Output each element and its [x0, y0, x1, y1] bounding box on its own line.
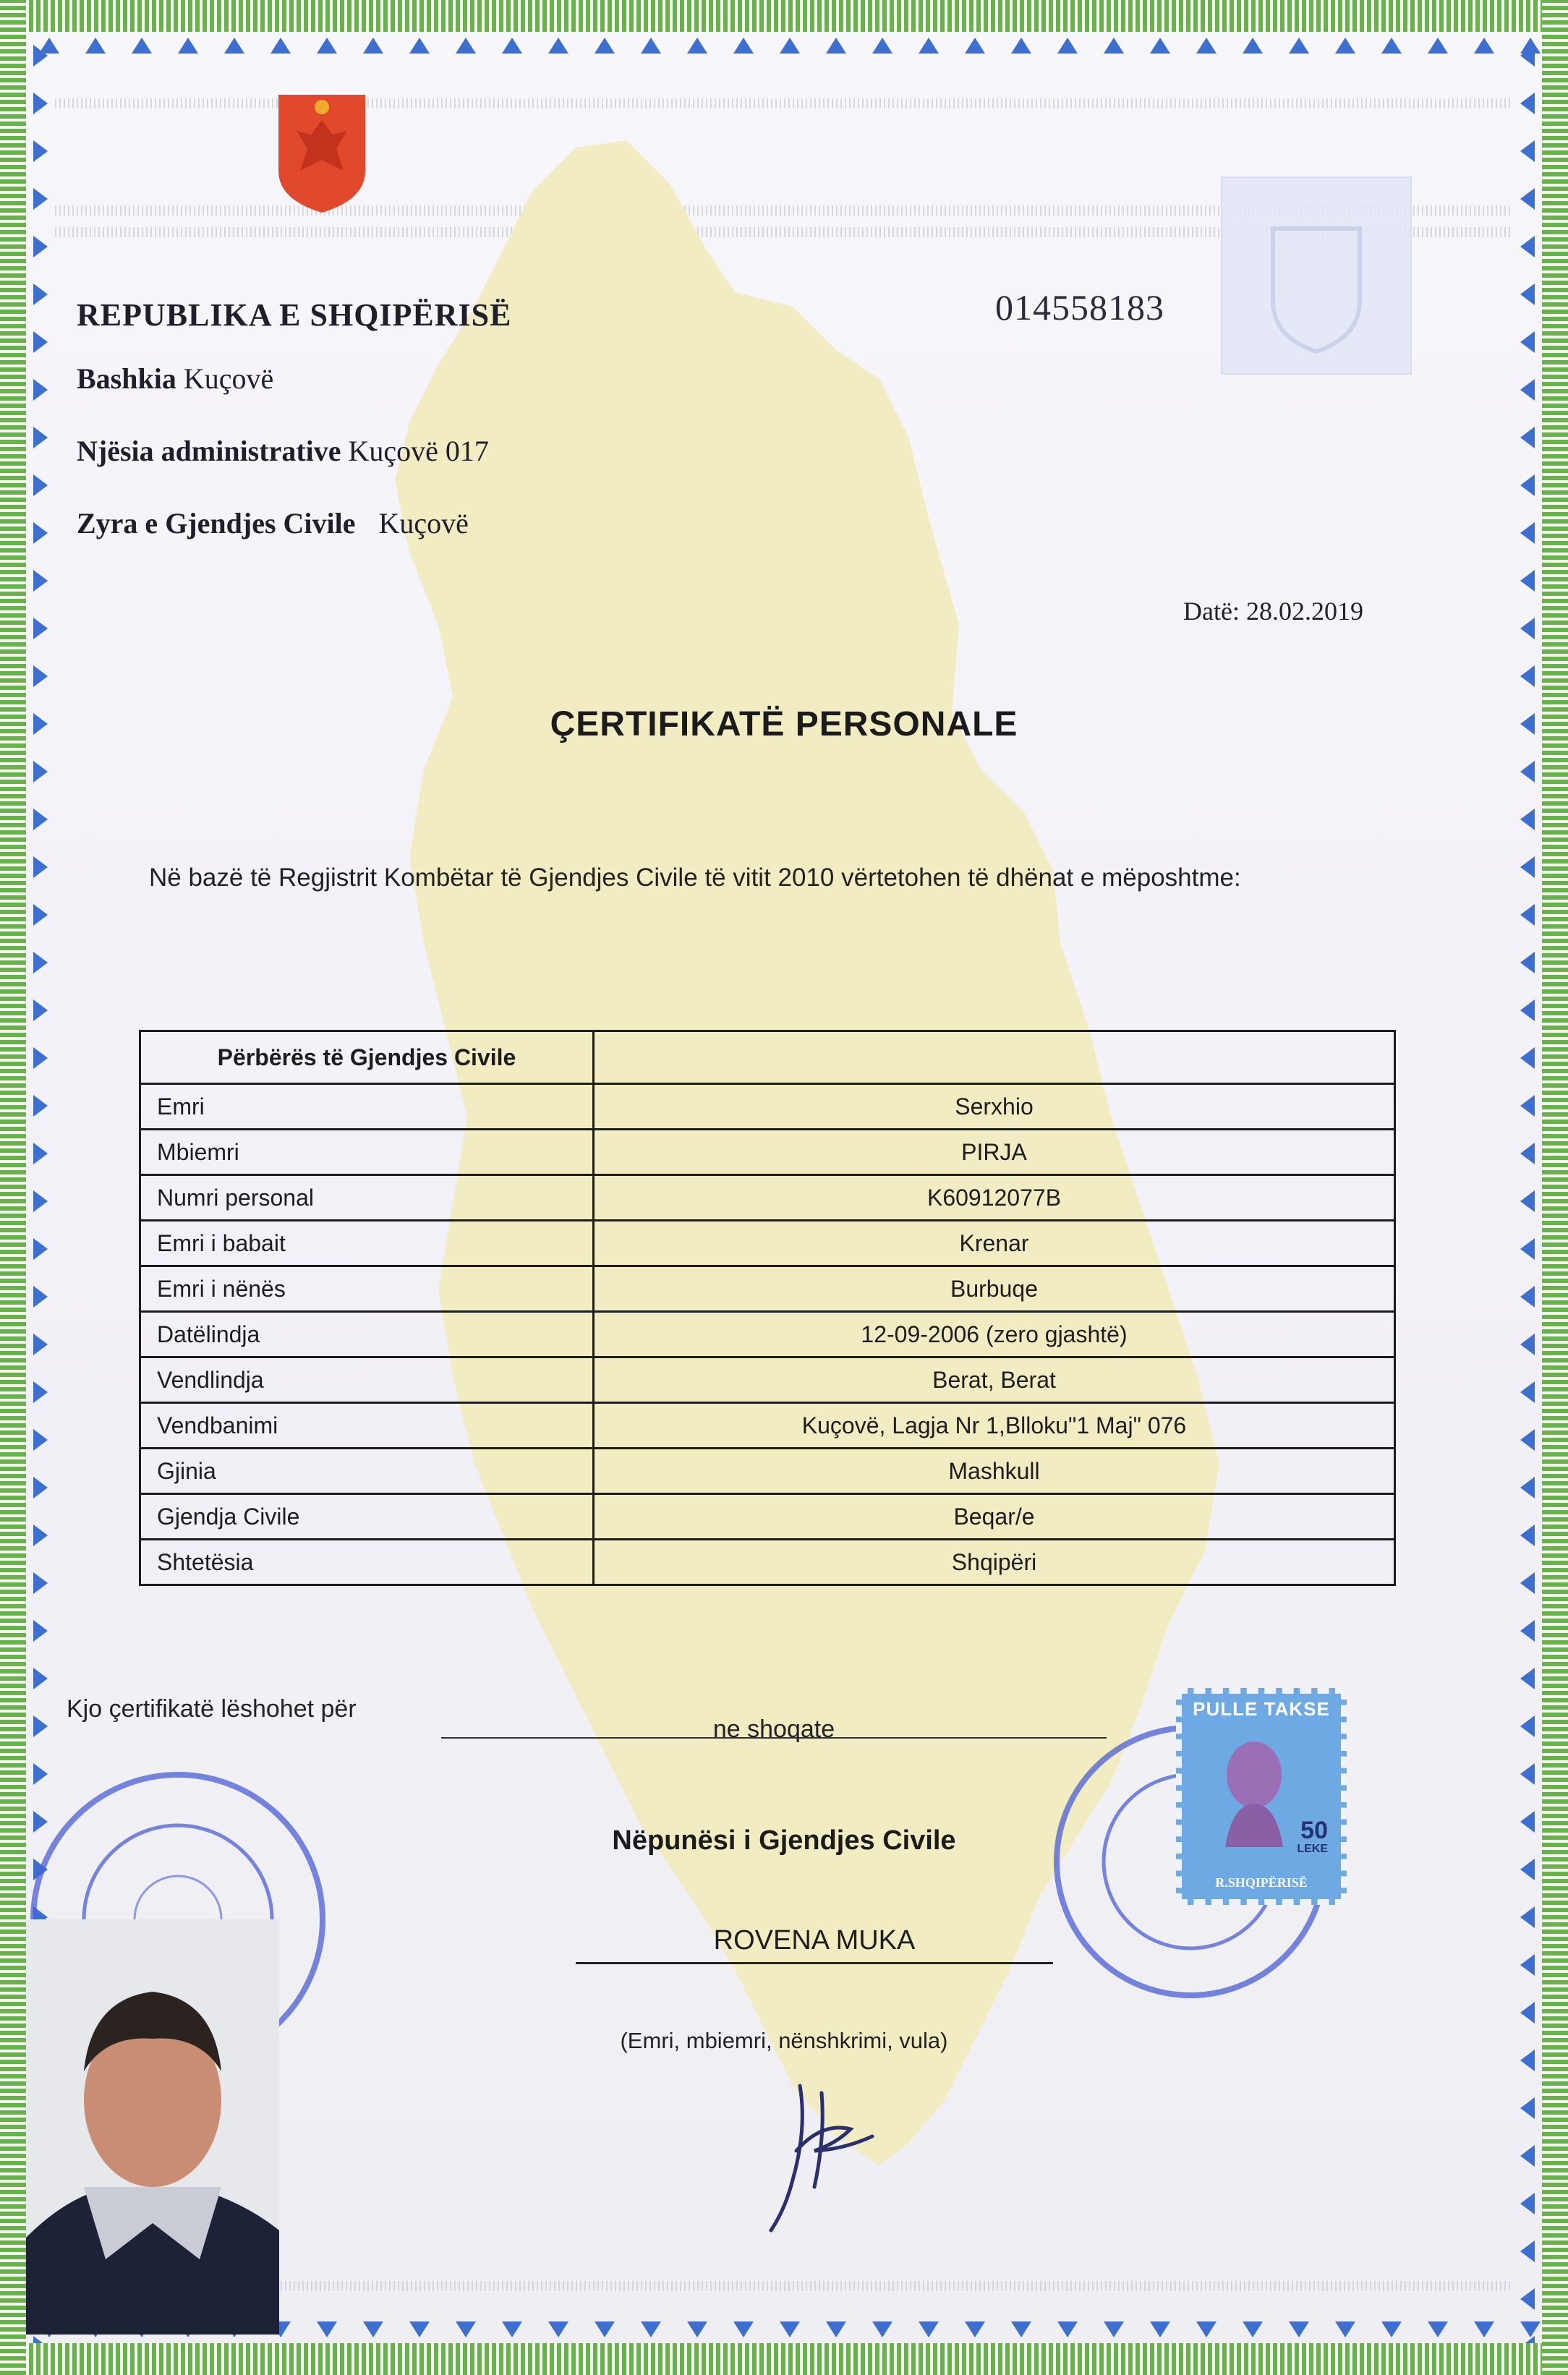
republic-title: REPUBLIKA E SHQIPËRISË [77, 297, 512, 333]
table-row [140, 1130, 1395, 1175]
row-label: Vendbanimi [140, 1403, 594, 1449]
municipality-label: Bashkia [77, 362, 176, 395]
albanian-eagle-emblem-icon [275, 91, 369, 214]
table-header-label: Përbërës të Gjendjes Civile [140, 1031, 594, 1084]
row-label: Gjendja Civile [140, 1494, 594, 1540]
table-row [140, 1449, 1395, 1494]
row-value: Shqipëri [594, 1540, 1395, 1585]
row-label: Emri i nënës [140, 1266, 594, 1312]
row-value: Kuçovë, Lagja Nr 1,Blloku"1 Maj" 076 [594, 1403, 1395, 1449]
frame-pattern-bottom [0, 2343, 1568, 2375]
row-value: Beqar/e [594, 1494, 1395, 1540]
civil-status-table [139, 1030, 1396, 1586]
holder-photo [26, 1919, 279, 2335]
tax-stamp [1176, 1688, 1347, 1905]
row-value: Burbuqe [594, 1266, 1395, 1312]
triangle-border-right [1513, 32, 1542, 2343]
shield-watermark-icon [1222, 178, 1410, 373]
admin-unit-line [77, 434, 489, 468]
triangle-border-top [26, 32, 1542, 61]
row-label: Shtetësia [140, 1540, 594, 1585]
intro-text: Në bazë të Regjistrit Kombëtar të Gjendjes Civile të vitit 2010 vërtetohen të dhënat e mëposhtme: [149, 864, 1241, 892]
table-row [140, 1312, 1395, 1357]
issued-for-label: Kjo çertifikatë lëshohet për [67, 1695, 357, 1723]
tax-stamp-footer: R.SHQIPËRISË [1215, 1875, 1308, 1890]
table-row [140, 1494, 1395, 1540]
officer-name: ROVENA MUKA [576, 1925, 1053, 1964]
table-row [140, 1084, 1395, 1130]
row-label: Emri [140, 1084, 594, 1130]
row-label: Mbiemri [140, 1130, 594, 1175]
row-value: PIRJA [594, 1130, 1395, 1175]
portrait-engraving-icon [1211, 1731, 1298, 1847]
person-photo-icon [26, 1919, 279, 2335]
security-watermark [1221, 176, 1412, 375]
civil-office-label: Zyra e Gjendjes Civile [77, 507, 356, 540]
table-row [140, 1221, 1395, 1266]
handwritten-signature-icon [757, 2064, 901, 2238]
civil-office-line [77, 506, 469, 540]
tax-stamp-currency: LEKE [1297, 1843, 1328, 1855]
certificate-title: ÇERTIFIKATË PERSONALE [550, 705, 1018, 743]
row-value: Krenar [594, 1221, 1395, 1266]
frame-pattern-left [0, 0, 26, 2375]
table-header-value [594, 1031, 1395, 1084]
issued-for-value: ne shoqate [441, 1715, 1107, 1739]
municipality-value: Kuçovë [183, 362, 274, 395]
municipality-line [77, 362, 273, 396]
frame-pattern-top [0, 0, 1568, 32]
officer-caption: (Emri, mbiemri, nënshkrimi, vula) [620, 2028, 948, 2053]
serial-number: 014558183 [995, 287, 1164, 328]
civil-office-value: Kuçovë [378, 507, 469, 540]
row-value: 12-09-2006 (zero gjashtë) [594, 1312, 1395, 1357]
admin-unit-value: Kuçovë 017 [348, 435, 489, 467]
row-label: Numri personal [140, 1175, 594, 1221]
tax-stamp-value: 50 [1300, 1817, 1328, 1844]
row-value: K60912077B [594, 1175, 1395, 1221]
frame-pattern-right [1542, 0, 1568, 2375]
row-label: Gjinia [140, 1449, 594, 1494]
table-row [140, 1540, 1395, 1585]
issue-date: Datë: 28.02.2019 [1183, 597, 1363, 626]
certificate-paper [26, 32, 1542, 2343]
row-value: Berat, Berat [594, 1357, 1395, 1403]
table-row [140, 1175, 1395, 1221]
table-row [140, 1266, 1395, 1312]
row-value: Serxhio [594, 1084, 1395, 1130]
table-header-row [140, 1031, 1395, 1084]
table-row [140, 1357, 1395, 1403]
row-label: Vendlindja [140, 1357, 594, 1403]
admin-unit-label: Njësia administrative [77, 435, 341, 467]
table-row [140, 1403, 1395, 1449]
tax-stamp-header: PULLE TAKSE [1193, 1698, 1330, 1720]
row-label: Emri i babait [140, 1221, 594, 1266]
official-title: Nëpunësi i Gjendjes Civile [612, 1825, 956, 1856]
row-value: Mashkull [594, 1449, 1395, 1494]
row-label: Datëlindja [140, 1312, 594, 1357]
guilloche-line [55, 98, 1513, 108]
